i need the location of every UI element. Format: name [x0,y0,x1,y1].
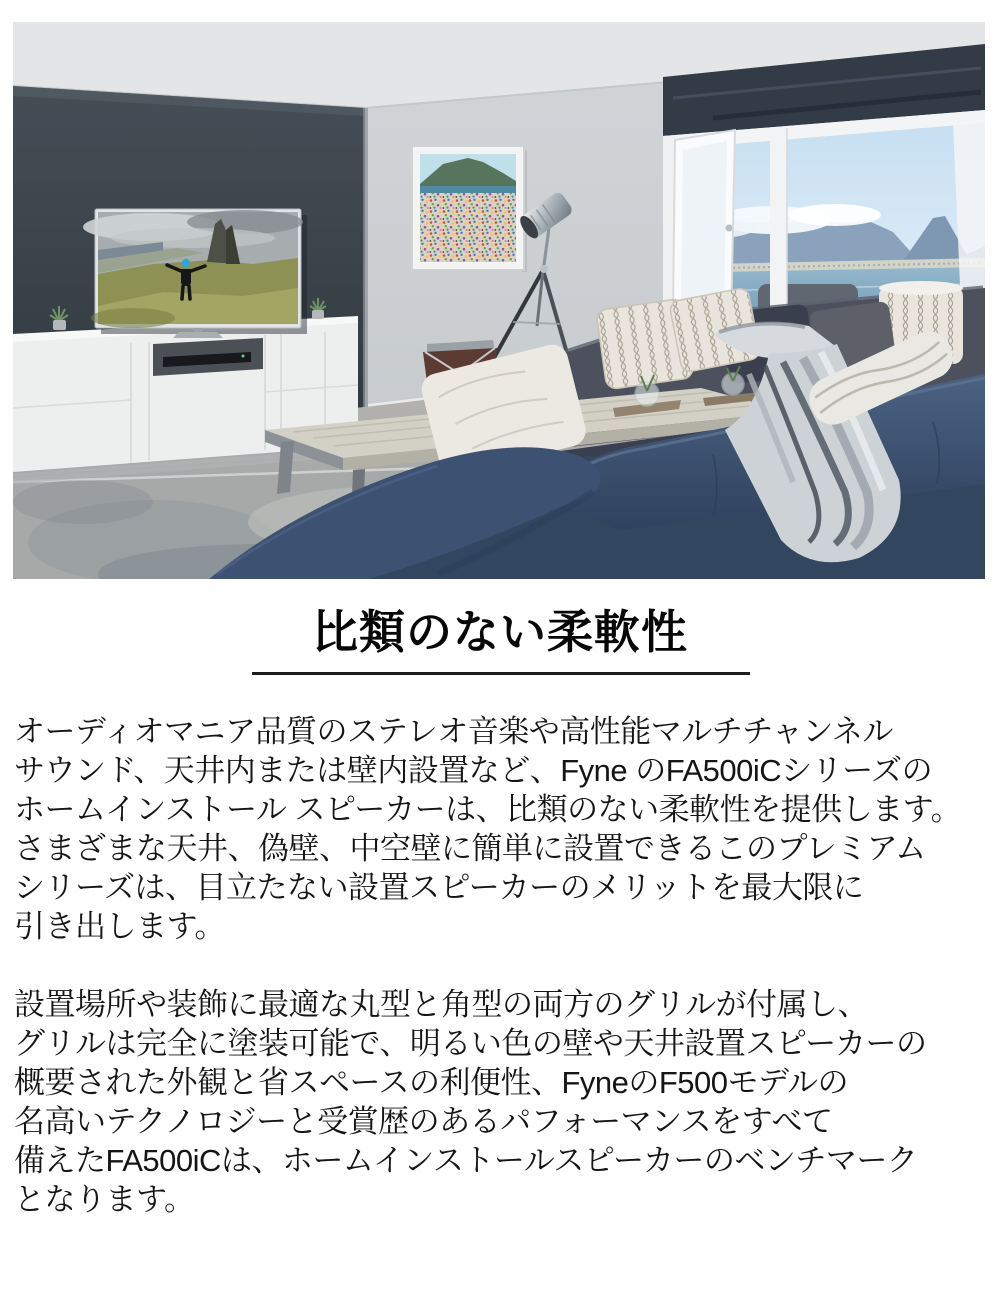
media-console [13,316,358,484]
tv [83,209,307,338]
tv-screen-scene [83,210,303,328]
body-line: 備えたFA500iCは、ホームインストールスピーカーのベンチマーク [14,1143,918,1178]
living-room-lifestyle-photo [13,22,985,579]
description-paragraph-1 [14,712,996,946]
body-line: オーディオマニア品質のステレオ音楽や高性能マルチチャンネル [14,714,893,749]
body-line: サウンド、天井内または壁内設置など、Fyne のFA500iCシリーズの [14,753,933,788]
wall-art [412,146,527,272]
body-line: 名高いテクノロジーと受賞歴のあるパフォーマンスをすべて [14,1104,833,1139]
body-line: ホームインストール スピーカーは、比類のない柔軟性を提供します。 [14,792,962,827]
body-line: となります。 [14,1182,195,1217]
living-room-illustration [13,22,985,579]
section-heading: 比類のない柔軟性 [312,606,688,658]
heading-underline [252,672,750,675]
body-line: 引き出します。 [14,909,226,944]
body-line: 概要された外観と省スペースの利便性、FyneのF500モデルの [14,1065,848,1100]
body-line: グリルは完全に塗装可能で、明るい色の壁や天井設置スピーカーの [14,1026,927,1061]
body-line: さまざまな天井、偽壁、中空壁に簡単に設置できるこのプレミアム [14,831,926,866]
description-body [14,712,996,1219]
body-line: 設置場所や装飾に最適な丸型と角型の両方のグリルが付属し、 [14,987,868,1022]
description-paragraph-2 [14,985,996,1219]
body-line: シリーズは、目立たない設置スピーカーのメリットを最大限に [14,870,864,905]
